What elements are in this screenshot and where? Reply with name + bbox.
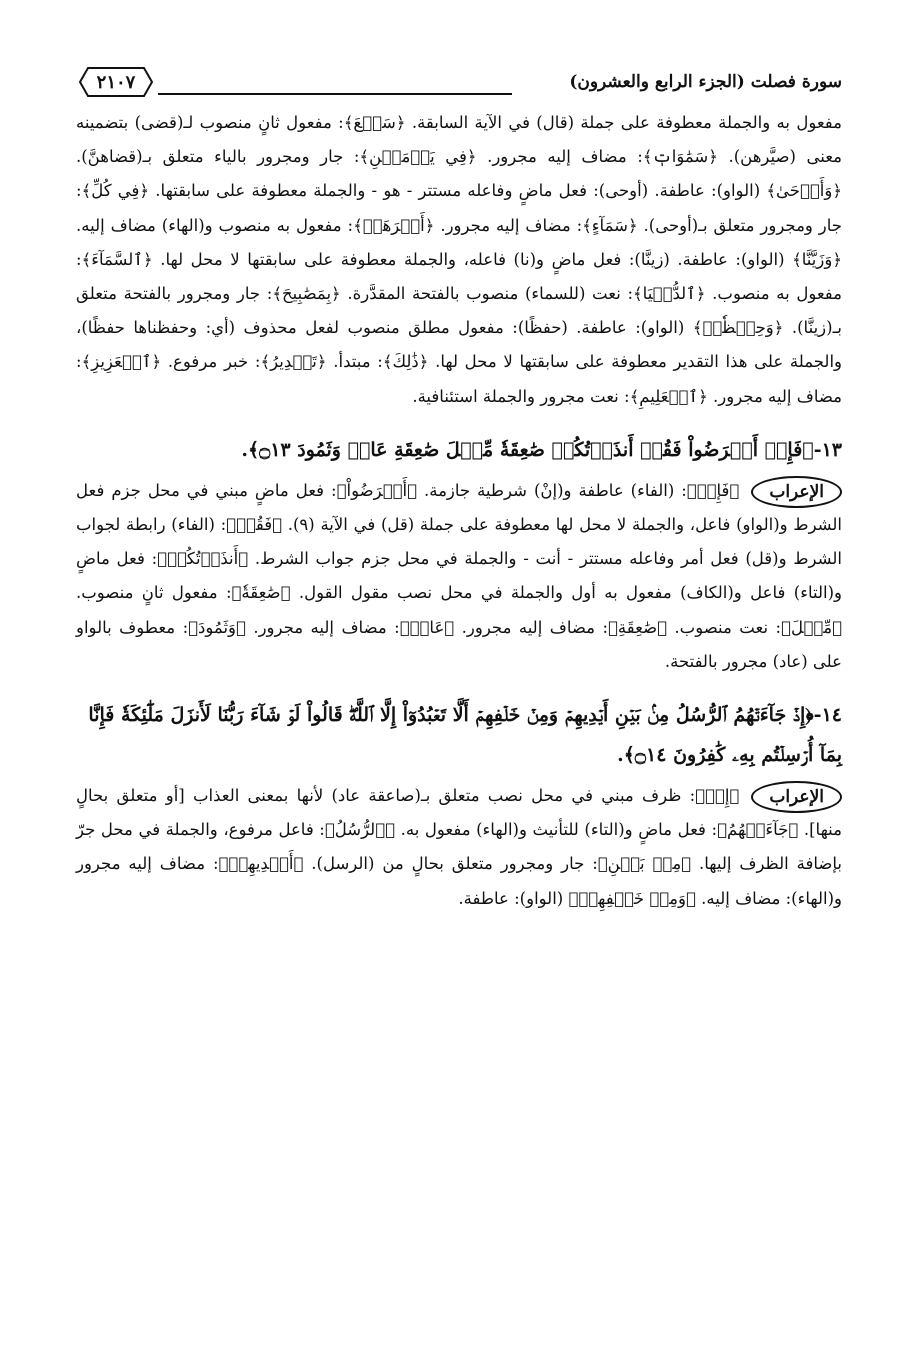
intro-paragraph: مفعول به والجملة معطوفة على جملة (قال) في الآية السابقة. ﴿سَبۡعَ﴾: مفعول ثانٍ منصوب لـ(قضى) بتضمينه معنى (صيَّرهن). ﴿سَمَٰوَاتٖ﴾: مضاف إليه مجرور. ﴿فِي يَوۡمَيۡنِ﴾: جار ومجرور بالياء متعلق بـ(قضاهنَّ). ﴿وَأَوۡحَىٰ﴾ (الواو): عاطفة. (أوحى): فعل ماضٍ وفاعله مستتر - هو - والجملة معطوفة على سابقتها. ﴿فِي كُلِّ﴾: جار ومجرور متعلق بـ(أوحى). ﴿سَمَآءٍ﴾: مضاف إليه مجرور. ﴿أَمۡرَهَاۚ﴾: مفعول به منصوب و(الهاء) مضاف إليه. ﴿وَزَيَّنَّا﴾ (الواو): عاطفة. (زينَّا): فعل ماضٍ و(نا) فاعله، والجملة معطوفة على سابقتها لا محل لها. ﴿ٱلسَّمَآءَ﴾: مفعول به منصوب. ﴿ٱلدُّنۡيَا﴾: نعت (للسماء) منصوب بالفتحة المقدَّرة. ﴿بِمَصَٰبِيحَ﴾: جار ومجرور بالفتحة متعلق بـ(زينَّا). ﴿وَحِفۡظٗاۚ﴾ (الواو): عاطفة. (حفظًا): مفعول مطلق منصوب لفعل محذوف (أي: وحفظناها حفظًا)، والجملة على هذا التقدير معطوفة على سابقتها لا محل لها. ﴿ذَٰلِكَ﴾: مبتدأ. ﴿تَقۡدِيرُ﴾: خبر مرفوع. ﴿ٱلۡعَزِيزِ﴾: مضاف إليه مجرور. ﴿ٱلۡعَلِيمِ﴾: نعت مجرور والجملة استئنافية.	[76, 113, 842, 406]
header-rule	[158, 93, 512, 95]
irab-13-text: ﴿فَإِنۡ﴾: (الفاء) عاطفة و(إنْ) شرطية جازمة. ﴿أَعۡرَضُواْ﴾: فعل ماضٍ مبني في محل جزم فعل الشرط و(الواو) فاعل، والجملة لا محل لها معطوفة على جملة (قل) في الآية (٩). ﴿فَقُلۡ﴾: (الفاء) رابطة لجواب الشرط و(قل) فعل أمر وفاعله مستتر - أنت - والجملة في محل جزم جواب الشرط. ﴿أَنذَرۡتُكُمۡ﴾: فعل ماضٍ و(التاء) فاعل و(الكاف) مفعول به أول والجملة في محل نصب مقول القول. ﴿صَٰعِقَةٗ﴾: مفعول ثانٍ منصوب. ﴿مِّثۡلَ﴾: نعت منصوب. ﴿صَٰعِقَةِ﴾: مضاف إليه مجرور. ﴿عَادٖ﴾: مضاف إليه مجرور. ﴿وَثَمُودَ﴾: معطوف بالواو على (عاد) مجرور بالفتحة.	[76, 480, 843, 671]
verse-14: ١٤-﴿إِذۡ جَآءَتۡهُمُ ٱلرُّسُلُ مِنۢ بَيۡنِ أَيۡدِيهِمۡ وَمِنۡ خَلۡفِهِمۡ أَلَّا تَعۡبُدُوٓاْ إِلَّا ٱللَّهَۖ قَالُواْ لَوۡ شَآءَ رَبُّنَا لَأَنزَلَ مَلَٰٓئِكَةٗ فَإِنَّا بِمَآ أُرۡسِلۡتُم بِهِۦ كَٰفِرُونَ ۝١٤﴾.	[88, 704, 842, 767]
header-title: سورة فصلت (الجزء الرابع والعشرون)	[569, 72, 842, 92]
page	[76, 62, 842, 916]
verse-13: ١٣-﴿فَإِنۡ أَعۡرَضُواْ فَقُلۡ أَنذَرۡتُكُمۡ صَٰعِقَةٗ مِّثۡلَ صَٰعِقَةِ عَادٖ وَثَمُودَ ۝١٣﴾.	[241, 438, 842, 461]
irab-label: الإعراب	[751, 781, 842, 813]
page-number-badge	[78, 66, 154, 98]
page-number: ٢١٠٧	[96, 71, 136, 93]
page-header	[76, 62, 842, 106]
irab-label: الإعراب	[751, 476, 842, 508]
irab-14-text: ﴿إِذۡ﴾: ظرف مبني في محل نصب متعلق بـ(صاعقة عاد) لأنها بمعنى العذاب [أو متعلق بحالٍ منها]. ﴿جَآءَتۡهُمُ﴾: فعل ماضٍ و(التاء) للتأنيث و(الهاء) مفعول به. ﴿ٱلرُّسُلُ﴾: فاعل مرفوع، والجملة في محل جرّ بإضافة الظرف إليها. ﴿مِنۢ بَيۡنِ﴾: جار ومجرور متعلق بحالٍ من (الرسل). ﴿أَيۡدِيهِمۡ﴾: مضاف إليه مجرور و(الهاء): مضاف إليه. ﴿وَمِنۡ خَلۡفِهِمۡ﴾ (الواو): عاطفة.	[76, 786, 842, 908]
irab-13-block	[76, 474, 842, 679]
irab-14-block	[76, 779, 842, 916]
